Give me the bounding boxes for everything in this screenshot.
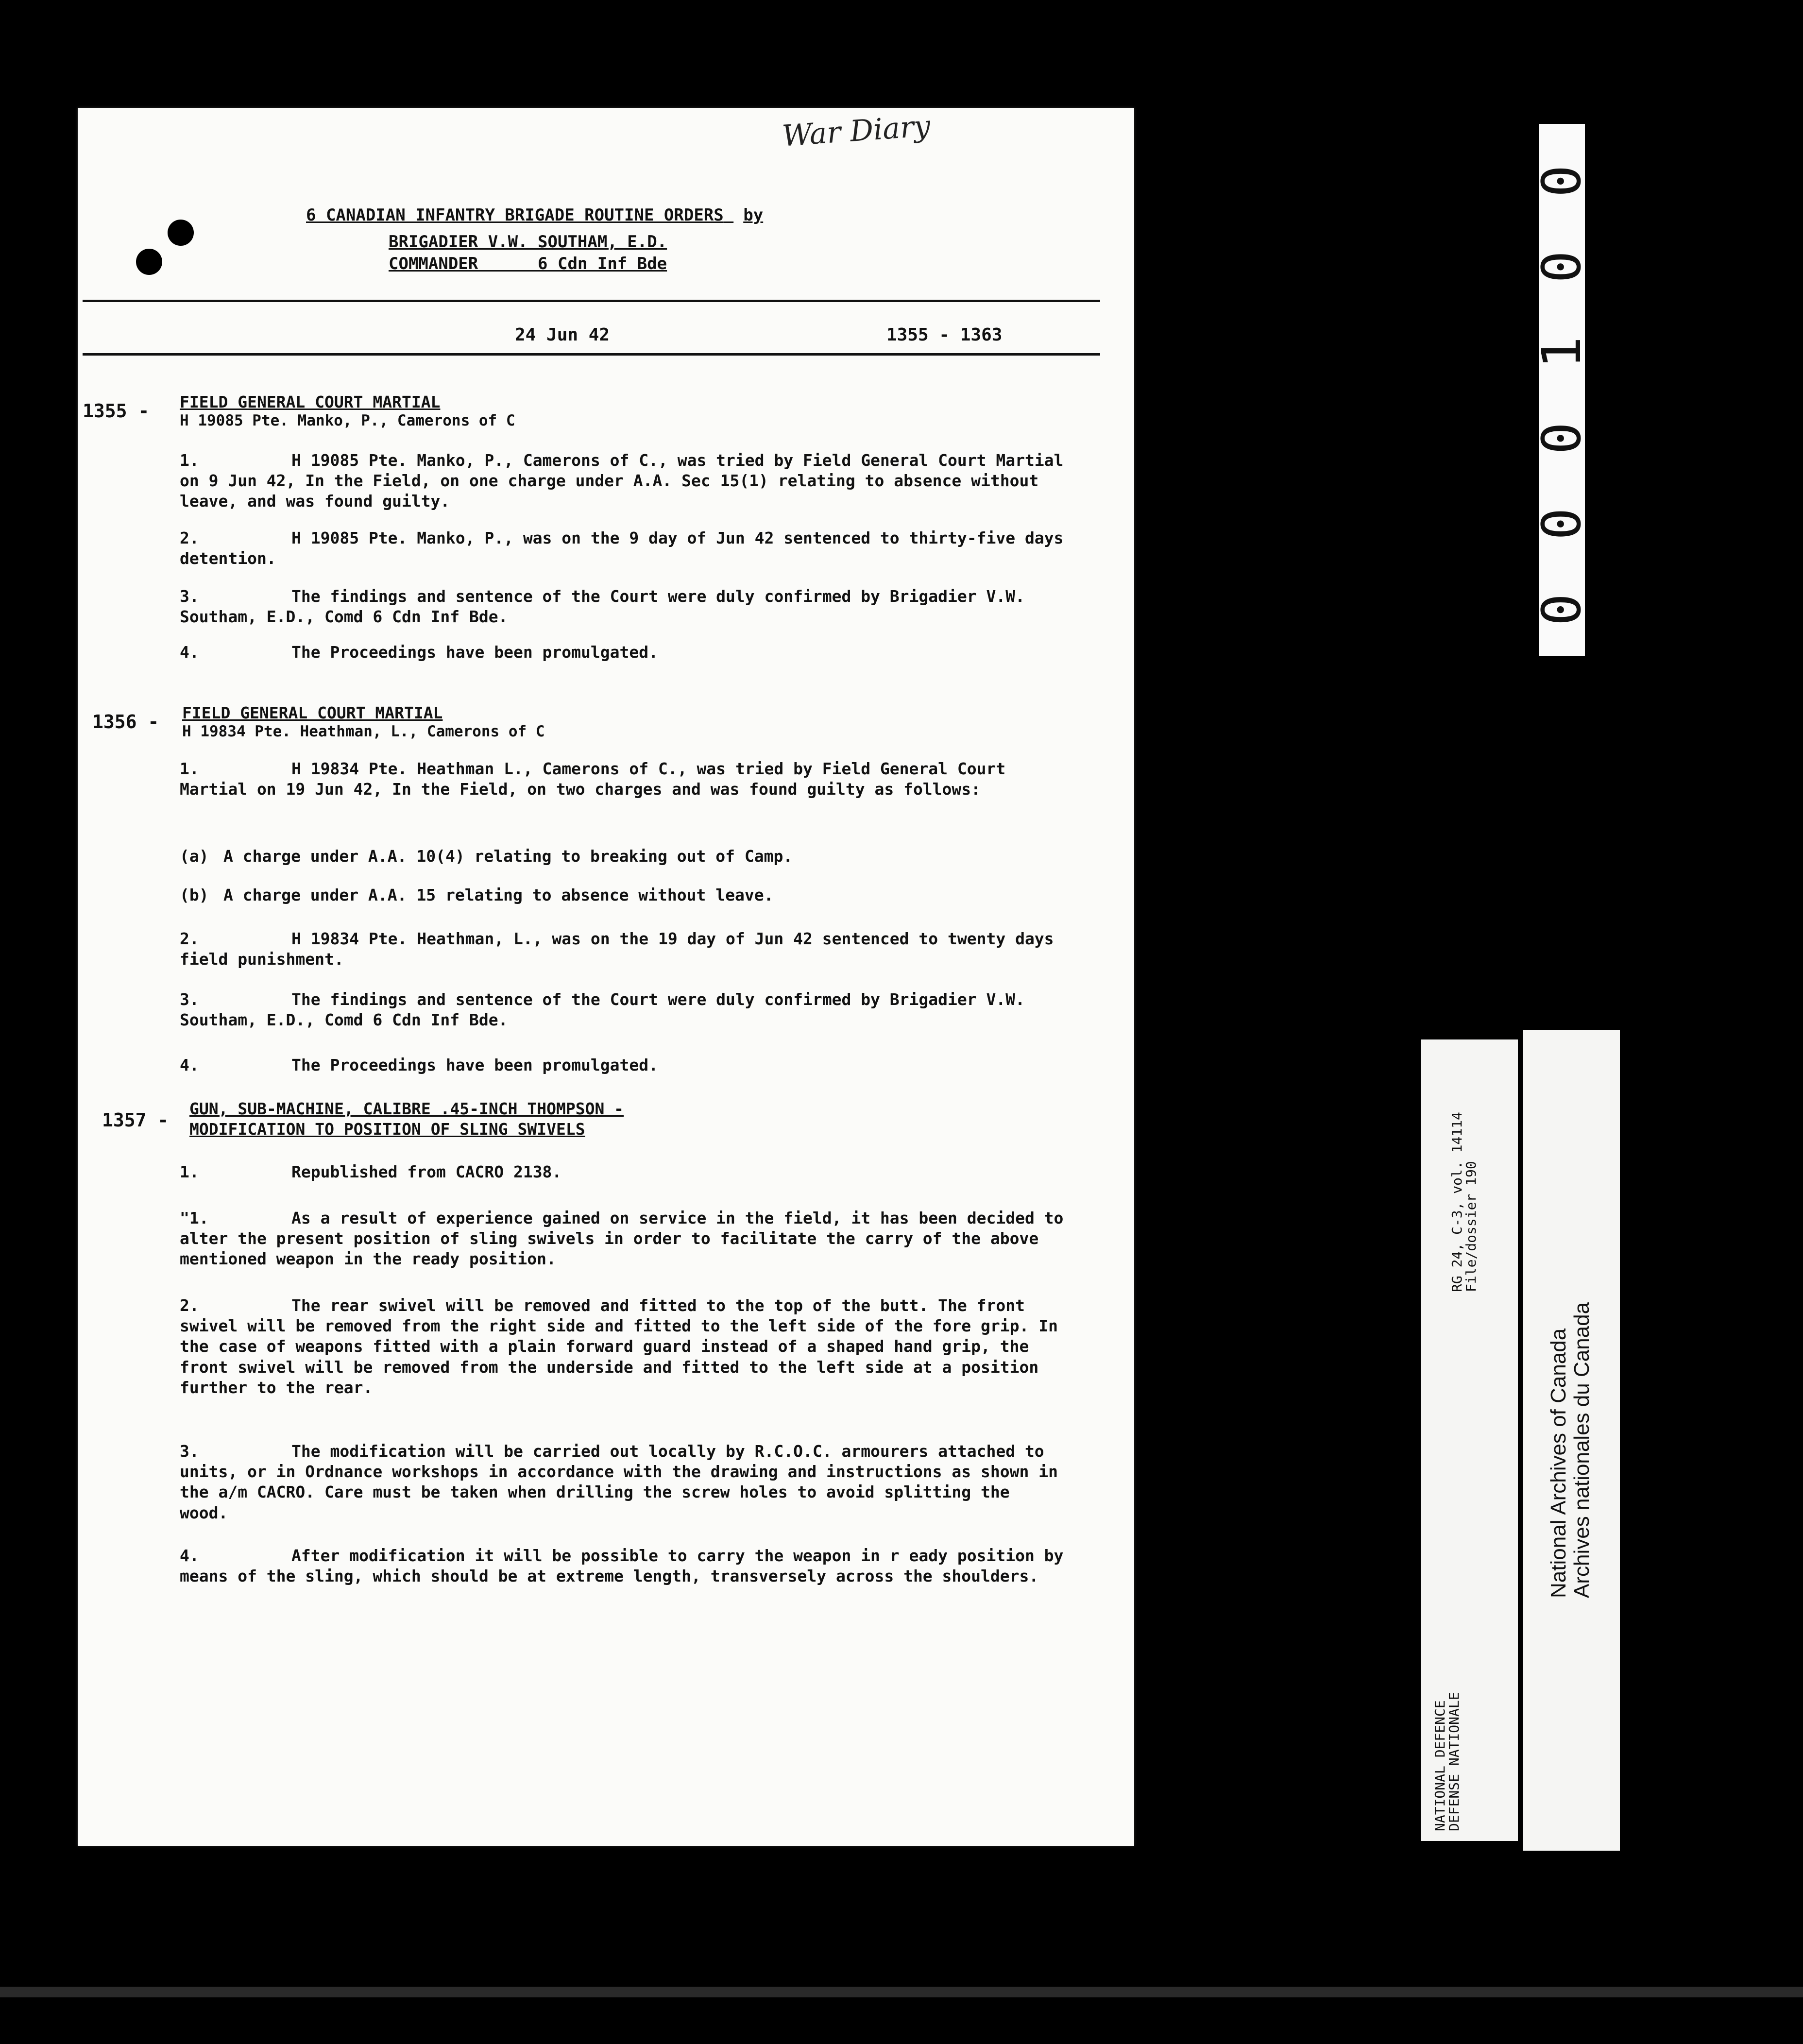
paragraph: 2. H 19085 Pte. Manko, P., was on the 9 day of Jun 42 sentenced to thirty-five days detention.: [180, 528, 1064, 568]
paragraph: 4. The Proceedings have been promulgated.: [180, 1056, 658, 1074]
archive-label-defence: [1421, 1039, 1518, 1841]
order-number-1357: 1357 -: [102, 1109, 169, 1131]
paragraph: 3. The findings and sentence of the Court were duly confirmed by Brigadier V.W. Southam, E.D., Comd 6 Cdn Inf Bde.: [180, 990, 1025, 1030]
header-brigadier: BRIGADIER V.W. SOUTHAM, E.D.: [389, 232, 667, 252]
frame-counter: [1531, 124, 1593, 656]
order-title-1356: FIELD GENERAL COURT MARTIAL: [182, 703, 443, 722]
film-edge: [0, 1987, 1803, 1997]
paragraph: (b) A charge under A.A. 15 relating to absence without leave.: [180, 886, 774, 904]
paragraph: 1. H 19834 Pte. Heathman L., Camerons of C., was tried by Field General Court Martial on 19 Jun 42, In the Field, on two charges and was found guilty as follows:: [180, 759, 1006, 799]
order-subtitle-1357: MODIFICATION TO POSITION OF SLING SWIVELS: [189, 1120, 585, 1139]
paragraph: 4. After modification it will be possible to carry the weapon in r eady position by means of the sling, which should be at extreme length, transversely across the shoulders.: [180, 1546, 1064, 1586]
paragraph: 1. Republished from CACRO 2138.: [180, 1162, 562, 1181]
punch-hole-bottom: [136, 249, 162, 275]
order-range: 1355 - 1363: [886, 325, 1003, 345]
header-rule-top: [83, 300, 1100, 302]
order-subtitle-1355: H 19085 Pte. Manko, P., Camerons of C: [180, 412, 515, 429]
frame-counter-digits: 0 0 0 1 0 0: [1531, 154, 1593, 626]
header-title: 6 CANADIAN INFANTRY BRIGADE ROUTINE ORDERS by: [306, 205, 764, 225]
document-page: [78, 108, 1134, 1846]
order-title-1357: GUN, SUB-MACHINE, CALIBRE .45-INCH THOMPSON -: [189, 1099, 624, 1118]
order-number-1355: 1355 -: [83, 400, 150, 422]
header-rule-bottom: [83, 353, 1100, 356]
archives-label: National Archives of Canada Archives nationales du Canada: [1547, 1302, 1594, 1598]
paragraph: (a) A charge under A.A. 10(4) relating to breaking out of Camp.: [180, 847, 793, 866]
paragraph: 3. The findings and sentence of the Court were duly confirmed by Brigadier V.W. Southam, E.D., Comd 6 Cdn Inf Bde.: [180, 587, 1025, 627]
handwritten-annotation: War Diary: [781, 109, 932, 153]
paragraph: 4. The Proceedings have been promulgated.: [180, 643, 658, 662]
reference-label: RG 24, C-3, vol. 14114 File/dossier 190: [1449, 1112, 1480, 1292]
order-number-1356: 1356 -: [92, 711, 159, 732]
paragraph: "1. As a result of experience gained on service in the field, it has been decided to alter the present position of sling swivels in order to facilitate the carry of the above mentioned weapon in the ready position.: [180, 1209, 1064, 1269]
paragraph: 2. The rear swivel will be removed and fitted to the top of the butt. The front swivel will be removed from the right side and fitted to the left side of the fore grip. In the case of weapons fitted with a plain forward guard instead of a shaped hand grip, the front swivel will be removed from the underside and fitted to the left side at a position further to the rear.: [180, 1296, 1058, 1397]
order-subtitle-1356: H 19834 Pte. Heathman, L., Camerons of C: [182, 723, 545, 740]
defence-label: NATIONAL DEFENCE DEFENSE NATIONALE: [1432, 1692, 1463, 1831]
paragraph: 2. H 19834 Pte. Heathman, L., was on the 19 day of Jun 42 sentenced to twenty days field punishment.: [180, 929, 1054, 969]
order-title-1355: FIELD GENERAL COURT MARTIAL: [180, 392, 441, 411]
header-commander: COMMANDER 6 Cdn Inf Bde: [389, 254, 667, 273]
paragraph: 3. The modification will be carried out locally by R.C.O.C. armourers attached to units, or in Ordnance workshops in accordance with the drawing and instructions as shown in the a/m CACRO. Care must be taken when drilling the screw holes to avoid splitting the wood.: [180, 1442, 1058, 1522]
order-date: 24 Jun 42: [515, 325, 610, 345]
paragraph: 1. H 19085 Pte. Manko, P., Camerons of C., was tried by Field General Court Martial on 9 Jun 42, In the Field, on one charge under A.A. Sec 15(1) relating to absence without leave, and was found guilty.: [180, 451, 1064, 511]
punch-hole-top: [168, 220, 194, 246]
archive-label-national-archives: [1523, 1030, 1620, 1851]
